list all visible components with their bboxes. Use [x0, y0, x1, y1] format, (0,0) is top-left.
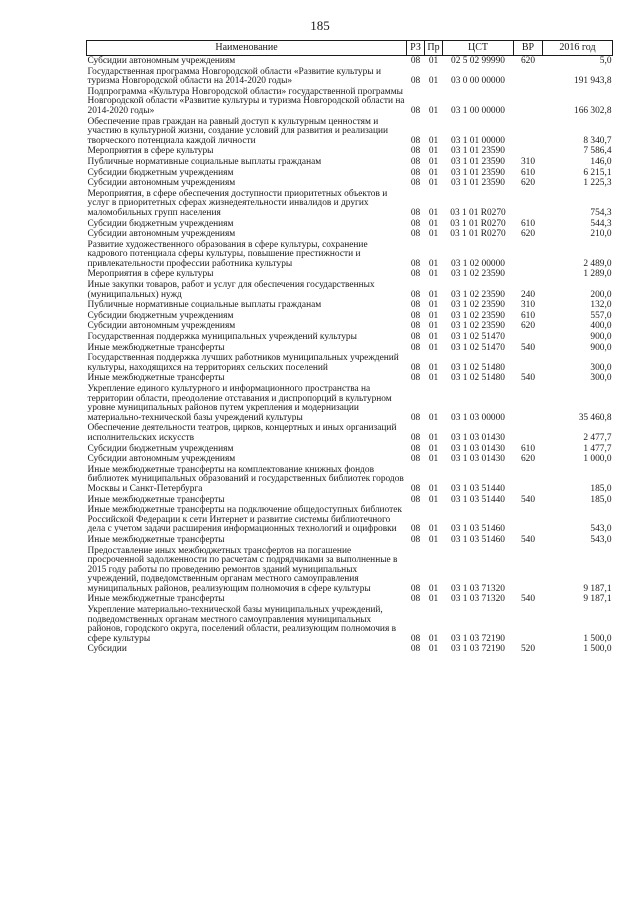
row-vr-cell — [514, 189, 543, 219]
row-name-cell: Иные межбюджетные трансферты — [87, 534, 225, 545]
row-rz-cell: 08 — [410, 373, 421, 384]
row-cst-cell: 03 1 03 71320 — [451, 594, 505, 605]
table-row — [87, 465, 613, 495]
row-vr-cell: 620 — [520, 56, 536, 66]
row-name-cell: Государственная поддержка муниципальных учреждений культуры — [87, 332, 357, 343]
table-row — [87, 229, 613, 240]
row-vr-cell — [514, 269, 543, 280]
row-cst-cell: 03 0 00 00000 — [451, 76, 505, 87]
row-name-cell: Предоставление иных межбюджетных трансфертов на погашение просроченной задолженности по расчетам с подрядчиками за выполненные в 2015 году работы по проведению ремонтов зданий муниципальных учреждений, подведомственным органам местного самоуправления муниципальных районов, реализующим полномочия в сфере культуры — [87, 545, 398, 594]
row-amount-cell: 900,0 — [590, 332, 612, 343]
row-amount-cell: 210,0 — [590, 229, 612, 240]
row-vr-cell — [514, 505, 543, 535]
row-name-cell: Субсидии — [87, 644, 127, 655]
row-amount-cell: 35 460,8 — [578, 412, 612, 423]
row-vr-cell — [514, 423, 543, 443]
row-pr-cell: 01 — [428, 633, 439, 644]
column-header-vr: ВР — [514, 41, 543, 56]
row-amount-cell: 1 500,0 — [583, 644, 612, 655]
row-amount-cell: 544,3 — [590, 218, 612, 229]
row-name-cell: Субсидии автономным учреждениям — [87, 454, 236, 465]
column-header-cst: ЦСТ — [443, 41, 514, 56]
table-row — [87, 495, 613, 506]
row-pr-cell: 01 — [428, 76, 439, 87]
row-rz-cell: 08 — [410, 321, 421, 332]
row-name-cell: Укрепление материально-технической базы муниципальных учреждений, подведомственных органам местного самоуправления муниципальных районов, городского округа, поселений области, реализующим полномочия в сфере культуры — [87, 605, 397, 644]
row-cst-cell: 03 1 02 51470 — [451, 342, 505, 353]
row-cst-cell: 03 1 03 01430 — [451, 443, 505, 454]
table-row — [87, 87, 613, 117]
row-pr-cell: 01 — [428, 56, 439, 66]
column-header-name: Наименование — [87, 41, 407, 56]
table-header — [87, 41, 613, 56]
row-vr-cell: 610 — [520, 218, 536, 229]
row-amount-cell: 9 187,1 — [583, 583, 612, 594]
table-row — [87, 117, 613, 147]
row-pr-cell: 01 — [428, 321, 439, 332]
row-amount-cell: 400,0 — [590, 321, 612, 332]
row-amount-cell: 185,0 — [590, 483, 612, 494]
table-row — [87, 332, 613, 343]
row-pr-cell: 01 — [428, 443, 439, 454]
row-pr-cell: 01 — [428, 300, 439, 311]
row-amount-cell: 543,0 — [590, 524, 612, 535]
row-name-cell: Субсидии бюджетным учреждениям — [87, 167, 234, 178]
table-row — [87, 300, 613, 311]
row-amount-cell: 1 477,7 — [583, 443, 612, 454]
row-rz-cell: 08 — [410, 105, 421, 116]
table-row — [87, 321, 613, 332]
table-row — [87, 157, 613, 168]
row-cst-cell: 03 1 03 51460 — [451, 534, 505, 545]
row-vr-cell — [514, 465, 543, 495]
row-rz-cell: 08 — [410, 594, 421, 605]
row-rz-cell: 08 — [410, 258, 421, 269]
row-vr-cell: 540 — [520, 594, 536, 605]
row-rz-cell: 08 — [410, 644, 421, 655]
row-name-cell: Мероприятия в сфере культуры — [87, 269, 214, 280]
row-pr-cell: 01 — [428, 178, 439, 189]
row-pr-cell: 01 — [428, 524, 439, 535]
row-pr-cell: 01 — [428, 105, 439, 116]
row-rz-cell: 08 — [410, 56, 421, 66]
table-row — [87, 219, 613, 230]
row-vr-cell: 620 — [520, 454, 536, 465]
row-amount-cell: 5,0 — [599, 56, 612, 66]
row-cst-cell: 03 1 03 51440 — [451, 483, 505, 494]
column-header-rz: РЗ — [407, 41, 425, 56]
row-name-cell: Подпрограмма «Культура Новгородской области» государственной программы Новгородской области «Развитие культуры и туризма Новгородской области на 2014-2020 годы» — [87, 86, 405, 116]
row-pr-cell: 01 — [428, 258, 439, 269]
table-row — [87, 280, 613, 300]
row-vr-cell: 620 — [520, 178, 536, 189]
row-cst-cell: 03 1 01 R0270 — [450, 207, 506, 218]
row-name-cell: Публичные нормативные социальные выплаты гражданам — [87, 156, 322, 167]
table-row — [87, 454, 613, 465]
row-cst-cell: 03 1 02 00000 — [451, 258, 505, 269]
row-name-cell: Государственная поддержка лучших работников муниципальных учреждений культуры, находящихся на территориях сельских поселений — [87, 353, 399, 373]
row-pr-cell: 01 — [428, 342, 439, 353]
table-row — [87, 644, 613, 655]
row-amount-cell: 191 943,8 — [574, 76, 612, 87]
table-row — [87, 594, 613, 605]
row-vr-cell — [514, 546, 543, 595]
table-body — [87, 56, 613, 656]
table-row — [87, 546, 613, 595]
row-pr-cell: 01 — [428, 594, 439, 605]
row-amount-cell: 200,0 — [590, 289, 612, 300]
row-vr-cell: 610 — [520, 310, 536, 321]
row-cst-cell: 03 1 01 R0270 — [450, 218, 506, 229]
row-amount-cell: 300,0 — [590, 373, 612, 384]
table-row — [87, 605, 613, 644]
row-rz-cell: 08 — [410, 362, 421, 373]
row-cst-cell: 03 1 03 01430 — [451, 432, 505, 443]
row-vr-cell — [514, 117, 543, 147]
row-vr-cell — [514, 332, 543, 343]
row-rz-cell: 08 — [410, 443, 421, 454]
row-amount-cell: 7 586,4 — [583, 146, 612, 157]
table-row — [87, 384, 613, 423]
row-pr-cell: 01 — [428, 156, 439, 167]
table-row — [87, 240, 613, 270]
row-rz-cell: 08 — [410, 76, 421, 87]
row-name-cell: Иные межбюджетные трансферты на комплектование книжных фондов библиотек муниципальных образований и государственных библиотек городов Москвы и Санкт-Петербурга — [87, 464, 404, 494]
row-rz-cell: 08 — [410, 167, 421, 178]
row-cst-cell: 03 1 02 51480 — [451, 373, 505, 384]
row-rz-cell: 08 — [410, 218, 421, 229]
row-vr-cell: 540 — [520, 494, 536, 505]
row-pr-cell: 01 — [428, 362, 439, 373]
row-rz-cell: 08 — [410, 146, 421, 157]
row-vr-cell — [514, 87, 543, 117]
row-pr-cell: 01 — [428, 135, 439, 146]
row-rz-cell: 08 — [410, 269, 421, 280]
row-cst-cell: 03 1 03 71320 — [451, 583, 505, 594]
row-name-cell: Мероприятия, в сфере обеспечения доступности приоритетных объектов и услуг в приоритетных сферах жизнедеятельности инвалидов и других маломобильных групп населения — [87, 188, 388, 218]
row-rz-cell: 08 — [410, 135, 421, 146]
row-cst-cell: 03 1 03 51440 — [451, 494, 505, 505]
row-amount-cell: 557,0 — [590, 310, 612, 321]
row-vr-cell — [514, 605, 543, 644]
table-row — [87, 178, 613, 189]
row-cst-cell: 03 1 02 23590 — [451, 321, 505, 332]
row-rz-cell: 08 — [410, 229, 421, 240]
row-cst-cell: 03 1 03 72190 — [451, 633, 505, 644]
row-rz-cell: 08 — [410, 524, 421, 535]
row-cst-cell: 03 1 02 23590 — [451, 310, 505, 321]
row-amount-cell: 6 215,1 — [583, 167, 612, 178]
row-pr-cell: 01 — [428, 310, 439, 321]
row-pr-cell: 01 — [428, 432, 439, 443]
row-amount-cell: 1 000,0 — [583, 454, 612, 465]
row-name-cell: Иные межбюджетные трансферты на подключение общедоступных библиотек Российской Федерации к сети Интернет и развитие системы библиотечного дела с учетом задачи расширения информационных технологий и оцифровки — [87, 505, 402, 535]
row-amount-cell: 900,0 — [590, 342, 612, 353]
row-pr-cell: 01 — [428, 218, 439, 229]
row-cst-cell: 03 1 01 R0270 — [450, 229, 506, 240]
row-pr-cell: 01 — [428, 412, 439, 423]
table-row — [87, 353, 613, 373]
row-cst-cell: 03 1 03 00000 — [451, 412, 505, 423]
row-rz-cell: 08 — [410, 342, 421, 353]
row-pr-cell: 01 — [428, 332, 439, 343]
row-cst-cell: 03 1 03 51460 — [451, 524, 505, 535]
table-row — [87, 444, 613, 455]
row-name-cell: Субсидии автономным учреждениям — [87, 229, 236, 240]
column-header-year: 2016 год — [543, 41, 613, 56]
row-name-cell: Иные межбюджетные трансферты — [87, 594, 225, 605]
row-vr-cell: 620 — [520, 321, 536, 332]
row-pr-cell: 01 — [428, 583, 439, 594]
row-pr-cell: 01 — [428, 644, 439, 655]
table-row — [87, 373, 613, 384]
row-rz-cell: 08 — [410, 300, 421, 311]
row-vr-cell — [514, 353, 543, 373]
row-name-cell: Государственная программа Новгородской области «Развитие культуры и туризма Новгородской области на 2014-2020 годы» — [87, 66, 381, 87]
row-vr-cell — [514, 146, 543, 157]
table-row — [87, 505, 613, 535]
row-rz-cell: 08 — [410, 207, 421, 218]
row-cst-cell: 03 1 03 72190 — [451, 644, 505, 655]
row-amount-cell: 2 477,7 — [583, 432, 612, 443]
row-name-cell: Субсидии бюджетным учреждениям — [87, 443, 234, 454]
row-vr-cell: 240 — [520, 289, 536, 300]
row-vr-cell — [514, 240, 543, 270]
row-rz-cell: 08 — [410, 494, 421, 505]
row-pr-cell: 01 — [428, 373, 439, 384]
row-amount-cell: 185,0 — [590, 494, 612, 505]
row-amount-cell: 2 489,0 — [583, 258, 612, 269]
row-name-cell: Мероприятия в сфере культуры — [87, 146, 214, 157]
row-amount-cell: 146,0 — [590, 156, 612, 167]
row-name-cell: Иные межбюджетные трансферты — [87, 494, 225, 505]
row-amount-cell: 166 302,8 — [574, 105, 612, 116]
row-pr-cell: 01 — [428, 146, 439, 157]
row-vr-cell: 540 — [520, 534, 536, 545]
row-cst-cell: 03 1 01 23590 — [451, 167, 505, 178]
row-rz-cell: 08 — [410, 178, 421, 189]
row-rz-cell: 08 — [410, 633, 421, 644]
table-row — [87, 423, 613, 443]
row-amount-cell: 754,3 — [590, 207, 612, 218]
table-row — [87, 269, 613, 280]
row-amount-cell: 543,0 — [590, 534, 612, 545]
row-vr-cell: 310 — [520, 156, 536, 167]
row-cst-cell: 03 1 02 23590 — [451, 289, 505, 300]
row-cst-cell: 03 1 02 23590 — [451, 269, 505, 280]
table-row — [87, 146, 613, 157]
row-rz-cell: 08 — [410, 534, 421, 545]
table-row — [87, 311, 613, 322]
column-header-pr: Пр — [425, 41, 443, 56]
row-vr-cell: 610 — [520, 443, 536, 454]
row-name-cell: Обеспечение прав граждан на равный доступ к культурным ценностям и участию в культурной жизни, создание условий для развития и реализации творческого потенциала каждой личности — [87, 116, 389, 146]
row-pr-cell: 01 — [428, 289, 439, 300]
row-pr-cell: 01 — [428, 167, 439, 178]
row-amount-cell: 1 289,0 — [583, 269, 612, 280]
row-cst-cell: 03 1 01 23590 — [451, 178, 505, 189]
row-pr-cell: 01 — [428, 534, 439, 545]
row-pr-cell: 01 — [428, 229, 439, 240]
row-name-cell: Субсидии бюджетным учреждениям — [87, 218, 234, 229]
row-pr-cell: 01 — [428, 207, 439, 218]
page-number: 185 — [310, 18, 330, 33]
row-amount-cell: 1 500,0 — [583, 633, 612, 644]
row-pr-cell: 01 — [428, 483, 439, 494]
row-name-cell: Субсидии автономным учреждениям — [87, 56, 236, 66]
table-row — [87, 67, 613, 87]
row-name-cell: Развитие художественного образования в сфере культуры, сохранение кадрового потенциала сферы культуры, повышение престижности и привлекательности профессии работника культуры — [87, 239, 368, 269]
row-cst-cell: 03 1 02 51480 — [451, 362, 505, 373]
row-vr-cell — [514, 67, 543, 87]
row-name-cell: Публичные нормативные социальные выплаты гражданам — [87, 300, 322, 311]
row-amount-cell: 132,0 — [590, 300, 612, 311]
row-amount-cell: 300,0 — [590, 362, 612, 373]
row-vr-cell: 540 — [520, 373, 536, 384]
row-cst-cell: 03 1 01 23590 — [451, 156, 505, 167]
row-vr-cell: 620 — [520, 229, 536, 240]
row-pr-cell: 01 — [428, 494, 439, 505]
table-row — [87, 189, 613, 219]
row-vr-cell: 520 — [520, 644, 536, 655]
row-cst-cell: 03 1 02 23590 — [451, 300, 505, 311]
row-name-cell: Иные межбюджетные трансферты — [87, 373, 225, 384]
budget-table — [86, 40, 613, 655]
row-rz-cell: 08 — [410, 583, 421, 594]
row-name-cell: Иные закупки товаров, работ и услуг для обеспечения государственных (муниципальных) нужд — [87, 280, 375, 300]
row-amount-cell: 1 225,3 — [583, 178, 612, 189]
row-name-cell: Иные межбюджетные трансферты — [87, 342, 225, 353]
row-rz-cell: 08 — [410, 454, 421, 465]
row-name-cell: Субсидии автономным учреждениям — [87, 178, 236, 189]
row-pr-cell: 01 — [428, 269, 439, 280]
table-row — [87, 535, 613, 546]
row-name-cell: Укрепление единого культурного и информационного пространства на территории области, преодоление отставания и диспропорций в культурном уровне муниципальных районов путем укрепления и модернизации материально-технической базы учреждений культуры — [87, 384, 392, 423]
row-cst-cell: 03 1 02 51470 — [451, 332, 505, 343]
row-rz-cell: 08 — [410, 432, 421, 443]
row-amount-cell: 8 340,7 — [583, 135, 612, 146]
row-cst-cell: 03 1 01 00000 — [451, 135, 505, 146]
row-vr-cell: 310 — [520, 300, 536, 311]
row-name-cell: Субсидии автономным учреждениям — [87, 321, 236, 332]
table-row — [87, 56, 613, 67]
table-row — [87, 168, 613, 179]
row-cst-cell: 03 1 01 23590 — [451, 146, 505, 157]
row-cst-cell: 03 1 00 00000 — [451, 105, 505, 116]
row-rz-cell: 08 — [410, 156, 421, 167]
row-vr-cell: 610 — [520, 167, 536, 178]
row-vr-cell — [514, 384, 543, 423]
row-rz-cell: 08 — [410, 289, 421, 300]
row-rz-cell: 08 — [410, 332, 421, 343]
row-name-cell: Субсидии бюджетным учреждениям — [87, 310, 234, 321]
row-cst-cell: 02 5 02 99990 — [451, 56, 505, 66]
row-rz-cell: 08 — [410, 310, 421, 321]
table-row — [87, 343, 613, 354]
row-amount-cell: 9 187,1 — [583, 594, 612, 605]
row-vr-cell: 540 — [520, 342, 536, 353]
row-rz-cell: 08 — [410, 412, 421, 423]
row-pr-cell: 01 — [428, 454, 439, 465]
row-cst-cell: 03 1 03 01430 — [451, 454, 505, 465]
row-rz-cell: 08 — [410, 483, 421, 494]
row-name-cell: Обеспечение деятельности театров, цирков, концертных и иных организаций исполнительских искусств — [87, 423, 397, 443]
